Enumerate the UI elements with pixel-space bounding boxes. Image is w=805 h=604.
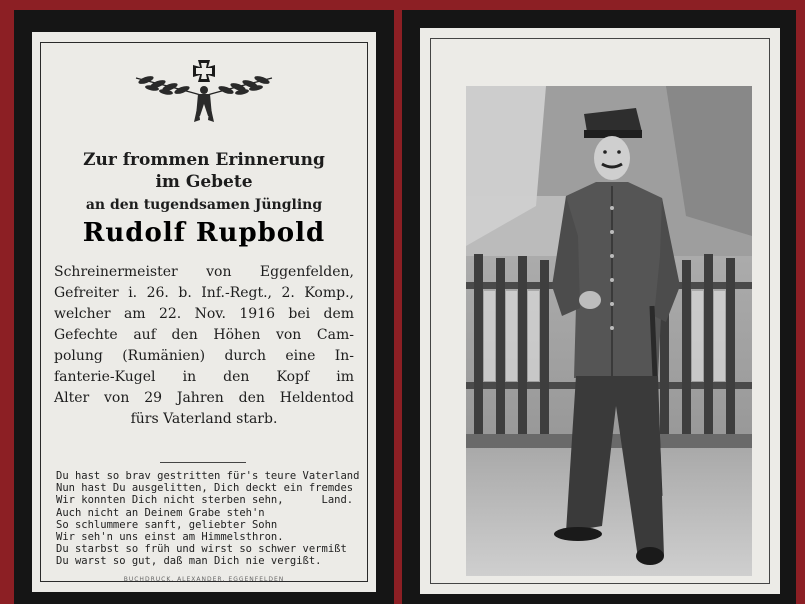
memorial-text-card (32, 32, 376, 592)
biography-line: fürs Vaterland starb. (130, 411, 278, 427)
left-panel (14, 10, 394, 604)
poem-line: So schlummere sanft, geliebter Sohn (56, 518, 278, 531)
poem-line: Wir konnten Dich nicht sterben sehn, Land. (56, 494, 354, 507)
iron-cross-emblem-icon (32, 54, 376, 134)
soldier-portrait-photo (466, 86, 752, 576)
biography-line: welcher am 22. Nov. 1916 bei dem (54, 306, 354, 322)
intro-line-3: an den tugendsamen Jüngling (85, 197, 323, 213)
biography-line: Schreinermeister von Eggenfelden, (54, 264, 354, 280)
photo-card (420, 28, 780, 594)
poem-line: Du warst so gut, daß man Dich nie vergißt. (56, 555, 322, 568)
biography-line: Gefechte auf den Höhen von Cam- (54, 327, 354, 343)
biography-line: polung (Rumänien) durch eine In- (54, 348, 354, 364)
intro-line-1: Zur frommen Erinnerung (83, 150, 325, 170)
biography-line: Gefreiter i. 26. b. Inf.-Regt., 2. Komp., (54, 285, 354, 301)
poem-line: Nun hast Du ausgelitten, Dich deckt ein fremdes (56, 482, 354, 495)
poem-line: Auch nicht an Deinem Grabe steh'n (56, 506, 265, 519)
biography-text (54, 262, 354, 430)
poem-line: Du starbst so früh und wirst so schwer vermißt (56, 543, 347, 556)
deceased-name: Rudolf Rupbold (82, 218, 326, 248)
biography-line: Alter von 29 Jahren den Heldentod (54, 390, 354, 406)
poem-line: Du hast so brav gestritten für's teure Vaterland (56, 470, 360, 482)
intro-line-2: im Gebete (155, 172, 253, 192)
memorial-poem (56, 470, 360, 568)
poem-line: Wir seh'n uns einst am Himmelsthron. (56, 531, 284, 544)
divider (160, 462, 246, 463)
right-panel (402, 10, 796, 604)
biography-line: fanterie-Kugel in den Kopf im (54, 369, 354, 385)
printer-imprint: BUCHDRUCK. ALEXANDER, EGGENFELDEN (123, 576, 285, 583)
